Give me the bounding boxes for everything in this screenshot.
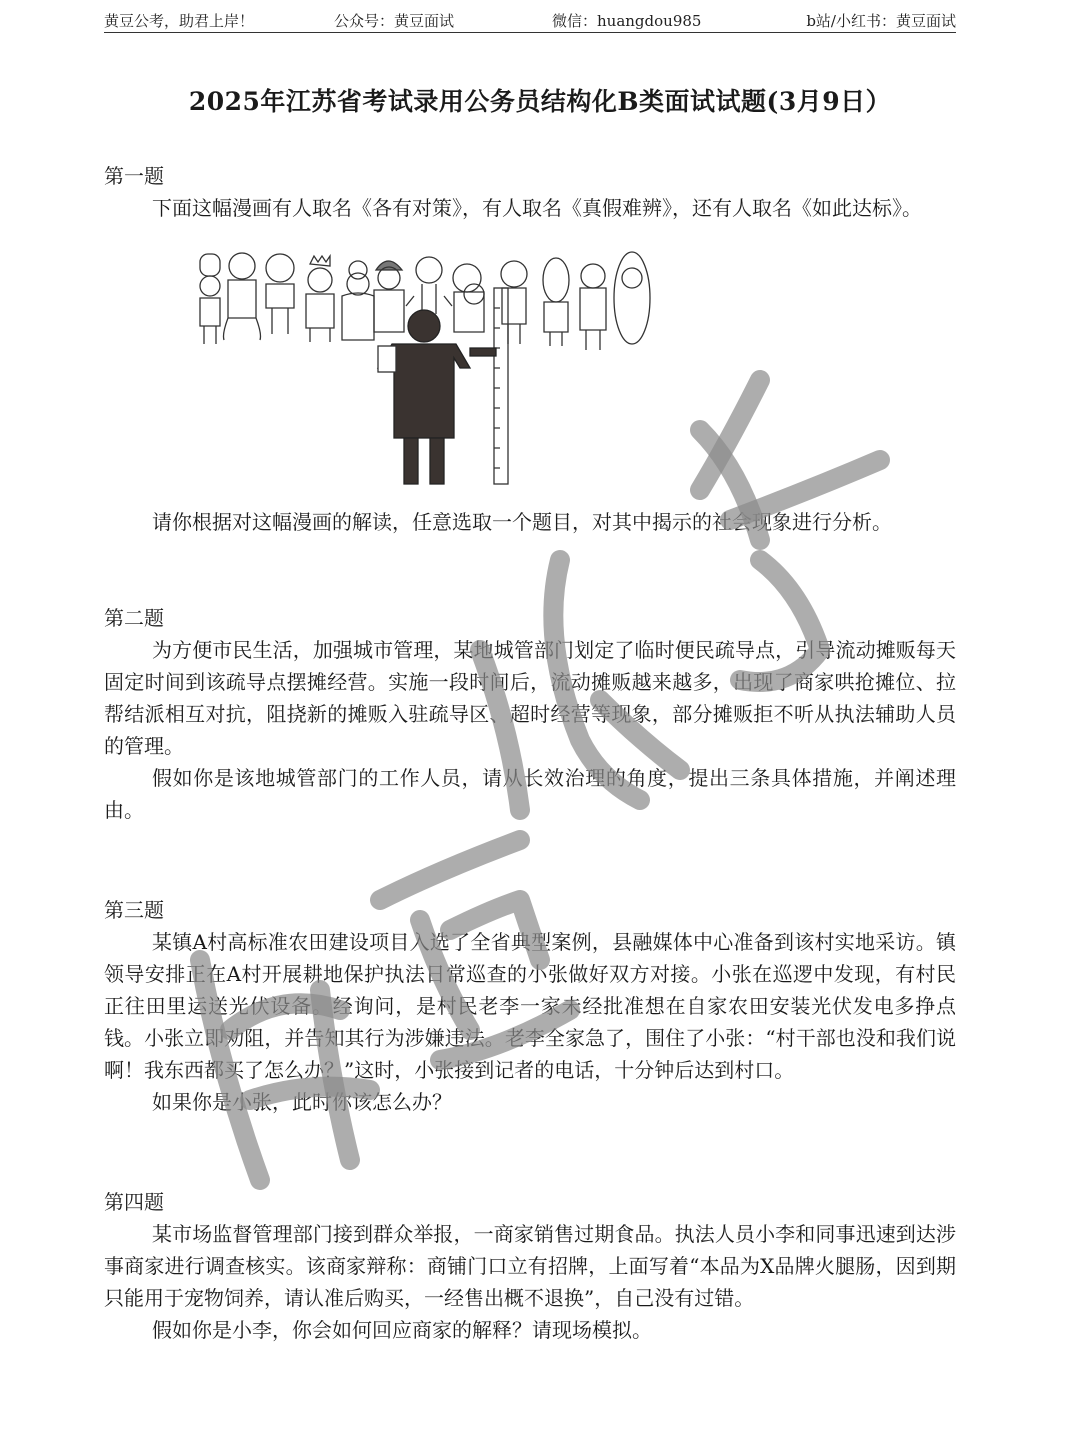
question-2-paragraph-1: 为方便市民生活，加强城市管理，某地城管部门划定了临时便民疏导点，引导流动摊贩每天固定时间到该疏导点摆摊经营。实施一段时间后，流动摊贩越来越多，出现了商家哄抢摊位、拉帮结派相互对抗，阻挠新的摊贩入驻疏导区、超时经营等现象，部分摊贩拒不听从执法辅助人员的管理。 (104, 638, 956, 758)
question-2 (104, 602, 956, 826)
inspector-figure (378, 310, 496, 484)
header-wechat-account: 公众号：黄豆面试 (334, 12, 455, 30)
question-4-label: 第四题 (104, 1190, 164, 1214)
question-1 (104, 160, 956, 538)
header-social-accounts: b站/小红书：黄豆面试 (806, 12, 956, 30)
section-gap (104, 826, 956, 894)
question-1-task: 请你根据对这幅漫画的解读，任意选取一个题目，对其中揭示的社会现象进行分析。 (152, 510, 892, 534)
header-wechat-id: 微信：huangdou985 (552, 12, 702, 30)
question-1-intro: 下面这幅漫画有人取名《各有对策》，有人取名《真假难辨》，还有人取名《如此达标》。 (152, 196, 922, 220)
question-4 (104, 1186, 956, 1346)
question-2-label: 第二题 (104, 606, 164, 630)
question-4-paragraph-2: 假如你是小李，你会如何回应商家的解释？请现场模拟。 (152, 1318, 652, 1342)
question-4-paragraph-1: 某市场监督管理部门接到群众举报，一商家销售过期食品。执法人员小李和同事迅速到达涉事商家进行调查核实。该商家辩称：商铺门口立有招牌，上面写着“本品为X品牌火腿肠，因到期只能用于宠物饲养，请认准后购买，一经售出概不退换”，自己没有过错。 (104, 1222, 956, 1310)
cartoon-figure (104, 224, 956, 506)
section-gap (104, 538, 956, 602)
question-1-label: 第一题 (104, 164, 164, 188)
question-3-paragraph-1: 某镇A村高标准农田建设项目入选了全省典型案例，县融媒体中心准备到该村实地采访。镇领导安排正在A村开展耕地保护执法日常巡查的小张做好双方对接。小张在巡逻中发现，有村民正往田里运送光伏设备。经询问，是村民老李一家未经批准想在自家农田安装光伏发电多挣点钱。小张立即劝阻，并告知其行为涉嫌违法。老李全家急了，围住了小张：“村干部也没和我们说啊！我东西都买了怎么办？”这时，小张接到记者的电话，十分钟后达到村口。 (104, 930, 956, 1082)
question-3-paragraph-2: 如果你是小张，此时你该怎么办？ (152, 1090, 452, 1114)
document-title: 2025年江苏省考试录用公务员结构化B类面试试题(3月9日） (188, 87, 892, 116)
page-header (104, 8, 956, 33)
measuring-ruler (494, 288, 508, 484)
header-slogan: 黄豆公考，助君上岸！ (104, 12, 255, 30)
cartoon-illustration (192, 248, 662, 488)
question-3 (104, 894, 956, 1118)
document-body (104, 160, 956, 1346)
question-3-label: 第三题 (104, 898, 164, 922)
section-gap (104, 1118, 956, 1186)
question-2-paragraph-2: 假如你是该地城管部门的工作人员，请从长效治理的角度，提出三条具体措施，并阐述理由。 (104, 766, 956, 822)
